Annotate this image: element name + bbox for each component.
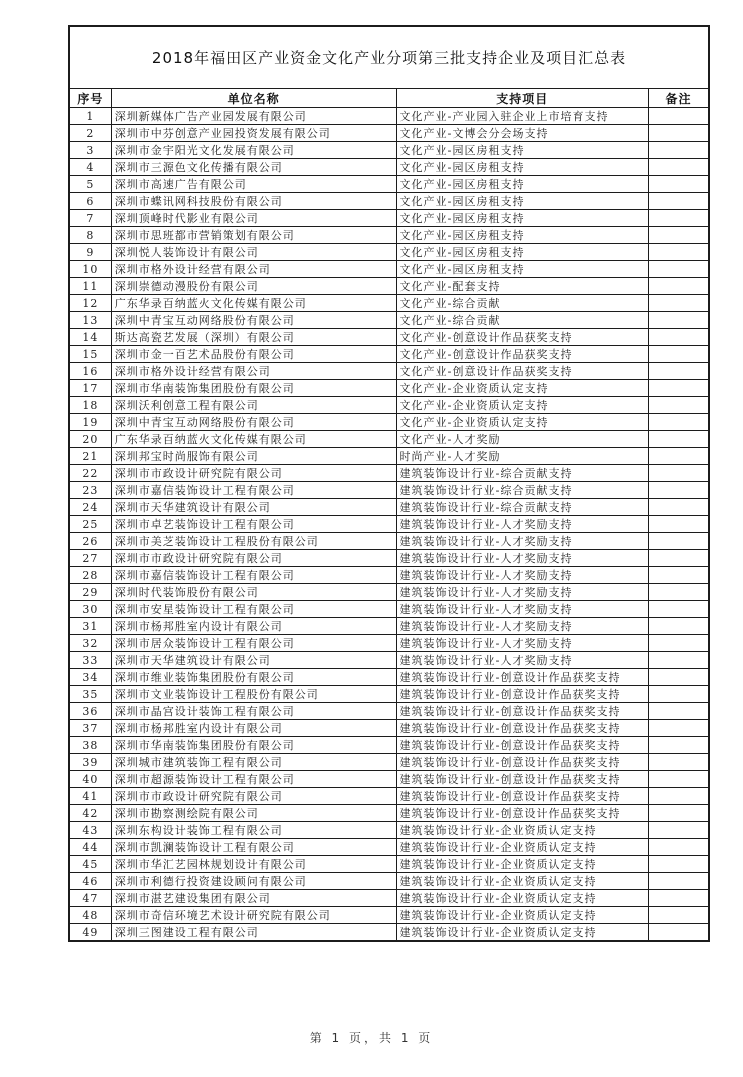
cell-company: 深圳市超源装饰设计工程有限公司 [111,771,396,788]
cell-project: 文化产业-综合贡献 [396,295,649,312]
cell-remark [649,159,709,176]
cell-project: 文化产业-综合贡献 [396,312,649,329]
cell-remark [649,193,709,210]
cell-company: 广东华录百纳蓝火文化传媒有限公司 [111,295,396,312]
cell-no: 7 [69,210,111,227]
cell-project: 建筑装饰设计行业-人才奖励支持 [396,584,649,601]
cell-company: 深圳中青宝互动网络股份有限公司 [111,312,396,329]
cell-remark [649,329,709,346]
cell-company: 深圳市维业装饰集团股份有限公司 [111,669,396,686]
cell-remark [649,635,709,652]
cell-no: 45 [69,856,111,873]
summary-table [68,25,710,942]
cell-project: 建筑装饰设计行业-创意设计作品获奖支持 [396,686,649,703]
cell-project: 文化产业-企业资质认定支持 [396,380,649,397]
table-row [69,873,709,890]
cell-no: 33 [69,652,111,669]
cell-remark [649,312,709,329]
cell-no: 5 [69,176,111,193]
table-row [69,924,709,942]
cell-company: 深圳市市政设计研究院有限公司 [111,788,396,805]
cell-remark [649,703,709,720]
table-row [69,499,709,516]
cell-project: 文化产业-园区房租支持 [396,193,649,210]
cell-remark [649,176,709,193]
cell-project: 文化产业-企业资质认定支持 [396,414,649,431]
cell-company: 深圳三图建设工程有限公司 [111,924,396,942]
cell-company: 深圳市美芝装饰设计工程股份有限公司 [111,533,396,550]
cell-no: 41 [69,788,111,805]
cell-remark [649,754,709,771]
cell-remark [649,261,709,278]
table-row [69,907,709,924]
cell-project: 文化产业-创意设计作品获奖支持 [396,329,649,346]
cell-project: 文化产业-园区房租支持 [396,176,649,193]
table-row [69,465,709,482]
cell-project: 建筑装饰设计行业-企业资质认定支持 [396,839,649,856]
table-body [69,108,709,942]
table-row [69,686,709,703]
cell-no: 16 [69,363,111,380]
cell-project: 建筑装饰设计行业-企业资质认定支持 [396,822,649,839]
cell-project: 建筑装饰设计行业-人才奖励支持 [396,567,649,584]
cell-company: 深圳市文业装饰设计工程股份有限公司 [111,686,396,703]
cell-company: 深圳市凯澜装饰设计工程有限公司 [111,839,396,856]
cell-remark [649,822,709,839]
table-row [69,125,709,142]
cell-project: 建筑装饰设计行业-人才奖励支持 [396,635,649,652]
table-row [69,210,709,227]
cell-project: 文化产业-园区房租支持 [396,244,649,261]
cell-company: 深圳市高速广告有限公司 [111,176,396,193]
cell-remark [649,210,709,227]
table-row [69,822,709,839]
table-row [69,890,709,907]
cell-company: 深圳市市政设计研究院有限公司 [111,465,396,482]
table-row [69,346,709,363]
cell-company: 深圳东构设计装饰工程有限公司 [111,822,396,839]
cell-project: 文化产业-人才奖励 [396,431,649,448]
cell-company: 深圳市市政设计研究院有限公司 [111,550,396,567]
table-row [69,380,709,397]
cell-remark [649,890,709,907]
cell-project: 时尚产业-人才奖励 [396,448,649,465]
cell-remark [649,839,709,856]
table-row [69,618,709,635]
cell-project: 建筑装饰设计行业-创意设计作品获奖支持 [396,703,649,720]
table-row [69,278,709,295]
cell-project: 建筑装饰设计行业-创意设计作品获奖支持 [396,754,649,771]
cell-remark [649,788,709,805]
cell-no: 14 [69,329,111,346]
table-row [69,550,709,567]
cell-remark [649,125,709,142]
cell-company: 深圳新媒体广告产业园发展有限公司 [111,108,396,125]
cell-no: 21 [69,448,111,465]
cell-project: 建筑装饰设计行业-企业资质认定支持 [396,873,649,890]
cell-company: 深圳市天华建筑设计有限公司 [111,499,396,516]
cell-no: 6 [69,193,111,210]
cell-no: 25 [69,516,111,533]
cell-no: 4 [69,159,111,176]
cell-remark [649,278,709,295]
cell-no: 48 [69,907,111,924]
table-row [69,482,709,499]
title-row [69,26,709,89]
cell-remark [649,414,709,431]
cell-remark [649,431,709,448]
cell-project: 建筑装饰设计行业-人才奖励支持 [396,601,649,618]
cell-company: 深圳市杨邦胜室内设计有限公司 [111,618,396,635]
cell-project: 建筑装饰设计行业-企业资质认定支持 [396,907,649,924]
table-row [69,295,709,312]
cell-company: 深圳市利德行投资建设顾问有限公司 [111,873,396,890]
cell-remark [649,618,709,635]
table-row [69,108,709,125]
table-row [69,703,709,720]
cell-company: 深圳市天华建筑设计有限公司 [111,652,396,669]
table-row [69,193,709,210]
cell-company: 深圳市蝶讯网科技股份有限公司 [111,193,396,210]
cell-company: 深圳悦人装饰设计有限公司 [111,244,396,261]
table-row [69,363,709,380]
table-row [69,584,709,601]
cell-no: 17 [69,380,111,397]
cell-project: 文化产业-园区房租支持 [396,159,649,176]
table-row [69,805,709,822]
column-header-company: 单位名称 [111,89,396,108]
cell-company: 深圳市金宇阳光文化发展有限公司 [111,142,396,159]
cell-no: 8 [69,227,111,244]
table-row [69,771,709,788]
cell-no: 43 [69,822,111,839]
table-row [69,397,709,414]
cell-remark [649,244,709,261]
cell-remark [649,584,709,601]
cell-no: 19 [69,414,111,431]
cell-project: 建筑装饰设计行业-创意设计作品获奖支持 [396,805,649,822]
cell-project: 建筑装饰设计行业-人才奖励支持 [396,516,649,533]
cell-project: 建筑装饰设计行业-人才奖励支持 [396,652,649,669]
cell-remark [649,346,709,363]
cell-project: 建筑装饰设计行业-人才奖励支持 [396,618,649,635]
table-row [69,788,709,805]
cell-project: 建筑装饰设计行业-创意设计作品获奖支持 [396,788,649,805]
cell-remark [649,380,709,397]
cell-project: 文化产业-配套支持 [396,278,649,295]
table-row [69,448,709,465]
cell-company: 深圳市居众装饰设计工程有限公司 [111,635,396,652]
cell-project: 建筑装饰设计行业-人才奖励支持 [396,533,649,550]
cell-remark [649,652,709,669]
cell-company: 深圳时代装饰股份有限公司 [111,584,396,601]
table-row [69,312,709,329]
cell-company: 深圳市勘察测绘院有限公司 [111,805,396,822]
cell-remark [649,805,709,822]
cell-company: 斯达高瓷艺发展（深圳）有限公司 [111,329,396,346]
cell-company: 深圳市安星装饰设计工程有限公司 [111,601,396,618]
cell-project: 文化产业-园区房租支持 [396,210,649,227]
cell-no: 29 [69,584,111,601]
cell-project: 建筑装饰设计行业-企业资质认定支持 [396,890,649,907]
table-row [69,261,709,278]
cell-company: 深圳市华南装饰集团股份有限公司 [111,380,396,397]
cell-company: 深圳市格外设计经营有限公司 [111,261,396,278]
table-row [69,516,709,533]
cell-remark [649,924,709,942]
cell-remark [649,448,709,465]
cell-remark [649,686,709,703]
cell-company: 深圳市格外设计经营有限公司 [111,363,396,380]
cell-no: 22 [69,465,111,482]
cell-company: 深圳沃利创意工程有限公司 [111,397,396,414]
cell-remark [649,737,709,754]
cell-project: 文化产业-企业资质认定支持 [396,397,649,414]
page-title: 2018年福田区产业资金文化产业分项第三批支持企业及项目汇总表 [69,26,709,89]
cell-remark [649,465,709,482]
table-row [69,839,709,856]
cell-remark [649,227,709,244]
cell-project: 文化产业-园区房租支持 [396,261,649,278]
cell-no: 40 [69,771,111,788]
cell-company: 广东华录百纳蓝火文化传媒有限公司 [111,431,396,448]
cell-company: 深圳市金一百艺术品股份有限公司 [111,346,396,363]
cell-remark [649,295,709,312]
table-row [69,567,709,584]
cell-company: 深圳市晶宫设计装饰工程有限公司 [111,703,396,720]
cell-no: 30 [69,601,111,618]
table-row [69,533,709,550]
cell-project: 建筑装饰设计行业-综合贡献支持 [396,465,649,482]
table-row [69,635,709,652]
cell-remark [649,856,709,873]
cell-project: 文化产业-创意设计作品获奖支持 [396,363,649,380]
cell-remark [649,516,709,533]
cell-remark [649,108,709,125]
cell-no: 15 [69,346,111,363]
cell-no: 47 [69,890,111,907]
table-row [69,652,709,669]
cell-project: 建筑装饰设计行业-创意设计作品获奖支持 [396,771,649,788]
cell-remark [649,363,709,380]
cell-project: 文化产业-创意设计作品获奖支持 [396,346,649,363]
cell-project: 文化产业-文博会分会场支持 [396,125,649,142]
cell-company: 深圳顶峰时代影业有限公司 [111,210,396,227]
cell-no: 36 [69,703,111,720]
cell-remark [649,533,709,550]
cell-no: 23 [69,482,111,499]
cell-remark [649,907,709,924]
cell-company: 深圳市嘉信装饰设计工程有限公司 [111,482,396,499]
cell-no: 31 [69,618,111,635]
cell-no: 44 [69,839,111,856]
cell-project: 建筑装饰设计行业-创意设计作品获奖支持 [396,720,649,737]
cell-company: 深圳市中芬创意产业园投资发展有限公司 [111,125,396,142]
cell-no: 28 [69,567,111,584]
cell-company: 深圳崇德动漫股份有限公司 [111,278,396,295]
table-row [69,244,709,261]
cell-remark [649,771,709,788]
cell-company: 深圳市杨邦胜室内设计有限公司 [111,720,396,737]
cell-remark [649,550,709,567]
cell-company: 深圳城市建筑装饰工程有限公司 [111,754,396,771]
header-row [69,89,709,108]
cell-no: 38 [69,737,111,754]
page-footer: 第 1 页，共 1 页 [309,1031,434,1045]
cell-project: 建筑装饰设计行业-综合贡献支持 [396,482,649,499]
cell-remark [649,397,709,414]
table-row [69,856,709,873]
cell-project: 建筑装饰设计行业-人才奖励支持 [396,550,649,567]
table-row [69,720,709,737]
document-sheet [68,25,710,942]
cell-remark [649,873,709,890]
cell-no: 34 [69,669,111,686]
cell-company: 深圳市奇信环境艺术设计研究院有限公司 [111,907,396,924]
cell-company: 深圳市华南装饰集团股份有限公司 [111,737,396,754]
cell-remark [649,720,709,737]
cell-company: 深圳市嘉信装饰设计工程有限公司 [111,567,396,584]
cell-company: 深圳中青宝互动网络股份有限公司 [111,414,396,431]
cell-remark [649,601,709,618]
column-header-project: 支持项目 [396,89,649,108]
cell-no: 9 [69,244,111,261]
table-row [69,601,709,618]
cell-company: 深圳市湛艺建设集团有限公司 [111,890,396,907]
cell-project: 建筑装饰设计行业-企业资质认定支持 [396,924,649,942]
cell-no: 11 [69,278,111,295]
cell-company: 深圳邦宝时尚服饰有限公司 [111,448,396,465]
cell-company: 深圳市卓艺装饰设计工程有限公司 [111,516,396,533]
cell-no: 49 [69,924,111,942]
cell-no: 35 [69,686,111,703]
cell-project: 建筑装饰设计行业-综合贡献支持 [396,499,649,516]
cell-no: 13 [69,312,111,329]
table-row [69,737,709,754]
cell-no: 32 [69,635,111,652]
cell-project: 文化产业-产业园入驻企业上市培育支持 [396,108,649,125]
cell-project: 文化产业-园区房租支持 [396,142,649,159]
table-row [69,414,709,431]
cell-project: 建筑装饰设计行业-创意设计作品获奖支持 [396,669,649,686]
table-row [69,329,709,346]
cell-remark [649,499,709,516]
column-header-no: 序号 [69,89,111,108]
table-row [69,754,709,771]
cell-company: 深圳市思班都市营销策划有限公司 [111,227,396,244]
cell-remark [649,669,709,686]
cell-no: 18 [69,397,111,414]
table-row [69,176,709,193]
table-row [69,669,709,686]
cell-no: 46 [69,873,111,890]
cell-project: 文化产业-园区房租支持 [396,227,649,244]
cell-no: 20 [69,431,111,448]
cell-project: 建筑装饰设计行业-创意设计作品获奖支持 [396,737,649,754]
cell-no: 12 [69,295,111,312]
table-row [69,431,709,448]
cell-company: 深圳市三源色文化传播有限公司 [111,159,396,176]
cell-no: 39 [69,754,111,771]
cell-no: 27 [69,550,111,567]
table-row [69,227,709,244]
table-row [69,159,709,176]
cell-remark [649,567,709,584]
cell-no: 2 [69,125,111,142]
cell-company: 深圳市华汇艺园林规划设计有限公司 [111,856,396,873]
cell-no: 10 [69,261,111,278]
column-header-remark: 备注 [649,89,709,108]
table-row [69,142,709,159]
cell-no: 1 [69,108,111,125]
cell-remark [649,482,709,499]
cell-no: 37 [69,720,111,737]
cell-no: 26 [69,533,111,550]
cell-no: 24 [69,499,111,516]
cell-no: 42 [69,805,111,822]
cell-project: 建筑装饰设计行业-企业资质认定支持 [396,856,649,873]
cell-remark [649,142,709,159]
cell-no: 3 [69,142,111,159]
